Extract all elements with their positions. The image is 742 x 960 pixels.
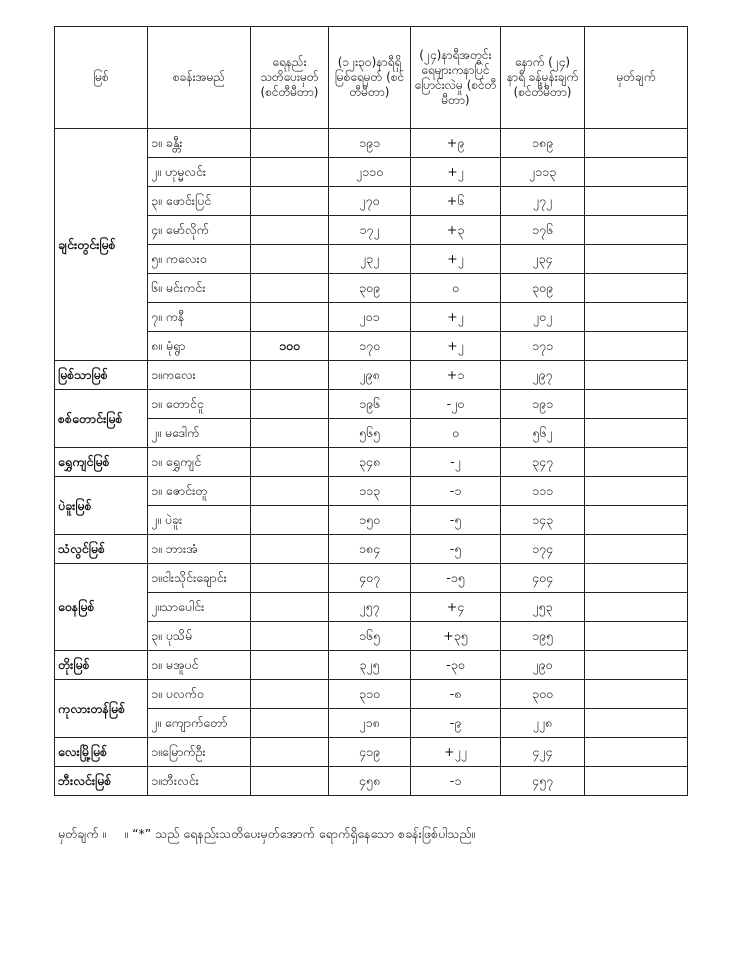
- warning-level: [251, 216, 329, 245]
- forecast-level: ၅၆၂: [501, 419, 585, 448]
- river-name: ရွှေကျင်မြစ်: [55, 448, 148, 477]
- station-name: ၁။ ပလက်ဝ: [148, 680, 251, 709]
- warning-level: [251, 622, 329, 651]
- current-level: ၃၄၈: [329, 448, 411, 477]
- station-name: ၂။ ဟုမ္မလင်း: [148, 158, 251, 187]
- level-change: -၁၅: [411, 564, 501, 593]
- level-change: -၉: [411, 709, 501, 738]
- forecast-level: ၂၃၄: [501, 245, 585, 274]
- level-change: +၂၂: [411, 738, 501, 767]
- level-change: -၃၀: [411, 651, 501, 680]
- river-name: ချင်းတွင်းမြစ်: [55, 129, 148, 361]
- table-row: [55, 216, 688, 245]
- forecast-level: ၄၂၄: [501, 738, 585, 767]
- table-row: [55, 593, 688, 622]
- river-name: သံလွင်မြစ်: [55, 535, 148, 564]
- forecast-level: ၁၄၃: [501, 506, 585, 535]
- warning-level: [251, 448, 329, 477]
- remarks-cell: [585, 767, 688, 796]
- remarks-cell: [585, 303, 688, 332]
- current-level: ၂၇၀: [329, 187, 411, 216]
- station-name: ၂။ မဒေါက်: [148, 419, 251, 448]
- table-row: [55, 187, 688, 216]
- level-change: +၂: [411, 245, 501, 274]
- station-name: ၁။ဘီးလင်း: [148, 767, 251, 796]
- remarks-cell: [585, 622, 688, 651]
- level-change: ၀: [411, 274, 501, 303]
- level-change: -၅: [411, 535, 501, 564]
- table-row: [55, 303, 688, 332]
- table-row: [55, 448, 688, 477]
- river-name: လေးမြို့မြစ်: [55, 738, 148, 767]
- station-name: ၁။ ရွှေကျင်: [148, 448, 251, 477]
- table-row: [55, 390, 688, 419]
- table-row: [55, 651, 688, 680]
- forecast-level: ၁၉၅: [501, 622, 585, 651]
- warning-level: [251, 129, 329, 158]
- forecast-level: ၂၂၈: [501, 709, 585, 738]
- level-change: -၈: [411, 680, 501, 709]
- current-level: ၂၁၁၀: [329, 158, 411, 187]
- warning-level: [251, 535, 329, 564]
- current-level: ၃၂၅: [329, 651, 411, 680]
- station-name: ၅။ ကလေးဝ: [148, 245, 251, 274]
- forecast-level: ၃၀၀: [501, 680, 585, 709]
- header-24h-forecast: နောက် (၂၄) နာရီ ခန့်မှန်းချက် (စင်တီမီတာ): [501, 27, 585, 129]
- station-name: ၃။ ပုသိမ်: [148, 622, 251, 651]
- table-row: [55, 245, 688, 274]
- footnote-label: မှတ်ချက် ။: [58, 826, 107, 841]
- station-name: ၂။သာပေါင်း: [148, 593, 251, 622]
- current-level: ၁၆၅: [329, 622, 411, 651]
- remarks-cell: [585, 680, 688, 709]
- current-level: ၁၉၆: [329, 390, 411, 419]
- table-row: [55, 709, 688, 738]
- level-change: +၂: [411, 158, 501, 187]
- river-name: ကုလားတန်မြစ်: [55, 680, 148, 738]
- header-24h-change: (၂၄)နာရီအတွင်း ရေများကနာပြင် ပြောင်းလဲမှု (စင်တီမီတာ): [411, 27, 501, 129]
- footnote-text: ။ “*” သည် ရေနည်းသတိပေးမှတ်အောက် ရောက်ရှိနေသော စခန်းဖြစ်ပါသည်။: [124, 826, 476, 841]
- remarks-cell: [585, 738, 688, 767]
- remarks-cell: [585, 129, 688, 158]
- forecast-level: ၁၇၆: [501, 216, 585, 245]
- table-row: [55, 738, 688, 767]
- current-level: ၅၆၅: [329, 419, 411, 448]
- forecast-level: ၁၈၉: [501, 129, 585, 158]
- forecast-level: ၃၀၉: [501, 274, 585, 303]
- current-level: ၁၁၃: [329, 477, 411, 506]
- level-change: +၂: [411, 303, 501, 332]
- remarks-cell: [585, 477, 688, 506]
- table-row: [55, 767, 688, 796]
- remarks-cell: [585, 216, 688, 245]
- water-level-table: [54, 26, 688, 796]
- level-change: +၁: [411, 361, 501, 390]
- level-change: +၄: [411, 593, 501, 622]
- warning-level: [251, 767, 329, 796]
- river-name: ပဲခူးမြစ်: [55, 477, 148, 535]
- warning-level: [251, 709, 329, 738]
- forecast-level: ၂၀၂: [501, 303, 585, 332]
- level-change: -၅: [411, 506, 501, 535]
- station-name: ၆။ မင်းကင်း: [148, 274, 251, 303]
- remarks-cell: [585, 187, 688, 216]
- header-row: [55, 27, 688, 129]
- level-change: -၂: [411, 448, 501, 477]
- river-name: မြစ်သာမြစ်: [55, 361, 148, 390]
- warning-level: [251, 477, 329, 506]
- table-row: [55, 129, 688, 158]
- warning-level: [251, 245, 329, 274]
- table-row: [55, 274, 688, 303]
- level-change: +၂: [411, 332, 501, 361]
- remarks-cell: [585, 564, 688, 593]
- station-name: ၇။ ကနီ: [148, 303, 251, 332]
- current-level: ၁၇၂: [329, 216, 411, 245]
- warning-level: ၁၀၀: [251, 332, 329, 361]
- current-level: ၄၀၇: [329, 564, 411, 593]
- forecast-level: ၁၇၄: [501, 535, 585, 564]
- station-name: ၁။ကလေး: [148, 361, 251, 390]
- table-row: [55, 332, 688, 361]
- table-row: [55, 419, 688, 448]
- station-name: ၁။မြောက်ဦး: [148, 738, 251, 767]
- station-name: ၄။ မော်လိုက်: [148, 216, 251, 245]
- remarks-cell: [585, 593, 688, 622]
- remarks-cell: [585, 535, 688, 564]
- remarks-cell: [585, 361, 688, 390]
- remarks-cell: [585, 506, 688, 535]
- level-change: +၉: [411, 129, 501, 158]
- station-name: ၂။ ပဲခူး: [148, 506, 251, 535]
- current-level: ၃၁၀: [329, 680, 411, 709]
- footnote: [58, 826, 475, 845]
- forecast-level: ၄၀၄: [501, 564, 585, 593]
- forecast-level: ၂၉၀: [501, 651, 585, 680]
- current-level: ၂၃၂: [329, 245, 411, 274]
- forecast-level: ၂၇၂: [501, 187, 585, 216]
- river-name: စစ်တောင်းမြစ်: [55, 390, 148, 448]
- forecast-level: ၁၇၁: [501, 332, 585, 361]
- table-row: [55, 535, 688, 564]
- current-level: ၁၈၄: [329, 535, 411, 564]
- station-name: ၁။ ဇောင်းတူ: [148, 477, 251, 506]
- level-change: ၀: [411, 419, 501, 448]
- level-change: +၆: [411, 187, 501, 216]
- warning-level: [251, 274, 329, 303]
- table-body: [55, 129, 688, 796]
- warning-level: [251, 680, 329, 709]
- station-name: ၂။ ကျောက်တော်: [148, 709, 251, 738]
- forecast-level: ၂၉၇: [501, 361, 585, 390]
- current-level: ၁၇၀: [329, 332, 411, 361]
- forecast-level: ၄၅၇: [501, 767, 585, 796]
- level-change: -၁: [411, 477, 501, 506]
- current-level: ၁၅၀: [329, 506, 411, 535]
- remarks-cell: [585, 158, 688, 187]
- header-remarks: မှတ်ချက်: [585, 27, 688, 129]
- table-row: [55, 564, 688, 593]
- table-row: [55, 680, 688, 709]
- remarks-cell: [585, 448, 688, 477]
- current-level: ၂၅၇: [329, 593, 411, 622]
- current-level: ၂၉၈: [329, 361, 411, 390]
- header-current-level: (၁၂း၃၀)နာရီရှိ မြစ်ရေမှတ် (စင်တီမီတာ): [329, 27, 411, 129]
- forecast-level: ၁၁၁: [501, 477, 585, 506]
- warning-level: [251, 158, 329, 187]
- warning-level: [251, 419, 329, 448]
- remarks-cell: [585, 332, 688, 361]
- remarks-cell: [585, 709, 688, 738]
- current-level: ၂၀၁: [329, 303, 411, 332]
- level-change: +၃: [411, 216, 501, 245]
- river-name: တိုးမြစ်: [55, 651, 148, 680]
- remarks-cell: [585, 390, 688, 419]
- warning-level: [251, 593, 329, 622]
- remarks-cell: [585, 419, 688, 448]
- current-level: ၃၀၉: [329, 274, 411, 303]
- warning-level: [251, 564, 329, 593]
- current-level: ၂၁၈: [329, 709, 411, 738]
- station-name: ၁။ ဘားအံ: [148, 535, 251, 564]
- station-name: ၁။ တောင်ငူ: [148, 390, 251, 419]
- current-level: ၁၉၁: [329, 129, 411, 158]
- remarks-cell: [585, 274, 688, 303]
- warning-level: [251, 187, 329, 216]
- forecast-level: ၃၄၇: [501, 448, 585, 477]
- remarks-cell: [585, 651, 688, 680]
- station-name: ၁။ငါးသိုင်းချောင်း: [148, 564, 251, 593]
- station-name: ၁။ မအူပင်: [148, 651, 251, 680]
- header-river: မြစ်: [55, 27, 148, 129]
- header-station: စခန်းအမည်: [148, 27, 251, 129]
- warning-level: [251, 303, 329, 332]
- table-row: [55, 158, 688, 187]
- station-name: ၁။ ခန္တီး: [148, 129, 251, 158]
- river-name: ဝေနမြစ်: [55, 564, 148, 651]
- table-row: [55, 361, 688, 390]
- warning-level: [251, 390, 329, 419]
- level-change: -၂၀: [411, 390, 501, 419]
- table-row: [55, 622, 688, 651]
- level-change: +၃၅: [411, 622, 501, 651]
- warning-level: [251, 506, 329, 535]
- header-warning-level: ရေနည်း သတိပေးမှတ် (စင်တီမီတာ): [251, 27, 329, 129]
- current-level: ၄၅၈: [329, 767, 411, 796]
- table-row: [55, 477, 688, 506]
- warning-level: [251, 651, 329, 680]
- remarks-cell: [585, 245, 688, 274]
- river-name: ဘီးလင်းမြစ်: [55, 767, 148, 796]
- table-row: [55, 506, 688, 535]
- level-change: -၁: [411, 767, 501, 796]
- station-name: ၈။ မုံရွာ: [148, 332, 251, 361]
- current-level: ၄၁၉: [329, 738, 411, 767]
- forecast-level: ၁၉၁: [501, 390, 585, 419]
- forecast-level: ၂၁၁၃: [501, 158, 585, 187]
- station-name: ၃။ ဖောင်းပြင်: [148, 187, 251, 216]
- warning-level: [251, 361, 329, 390]
- warning-level: [251, 738, 329, 767]
- forecast-level: ၂၅၃: [501, 593, 585, 622]
